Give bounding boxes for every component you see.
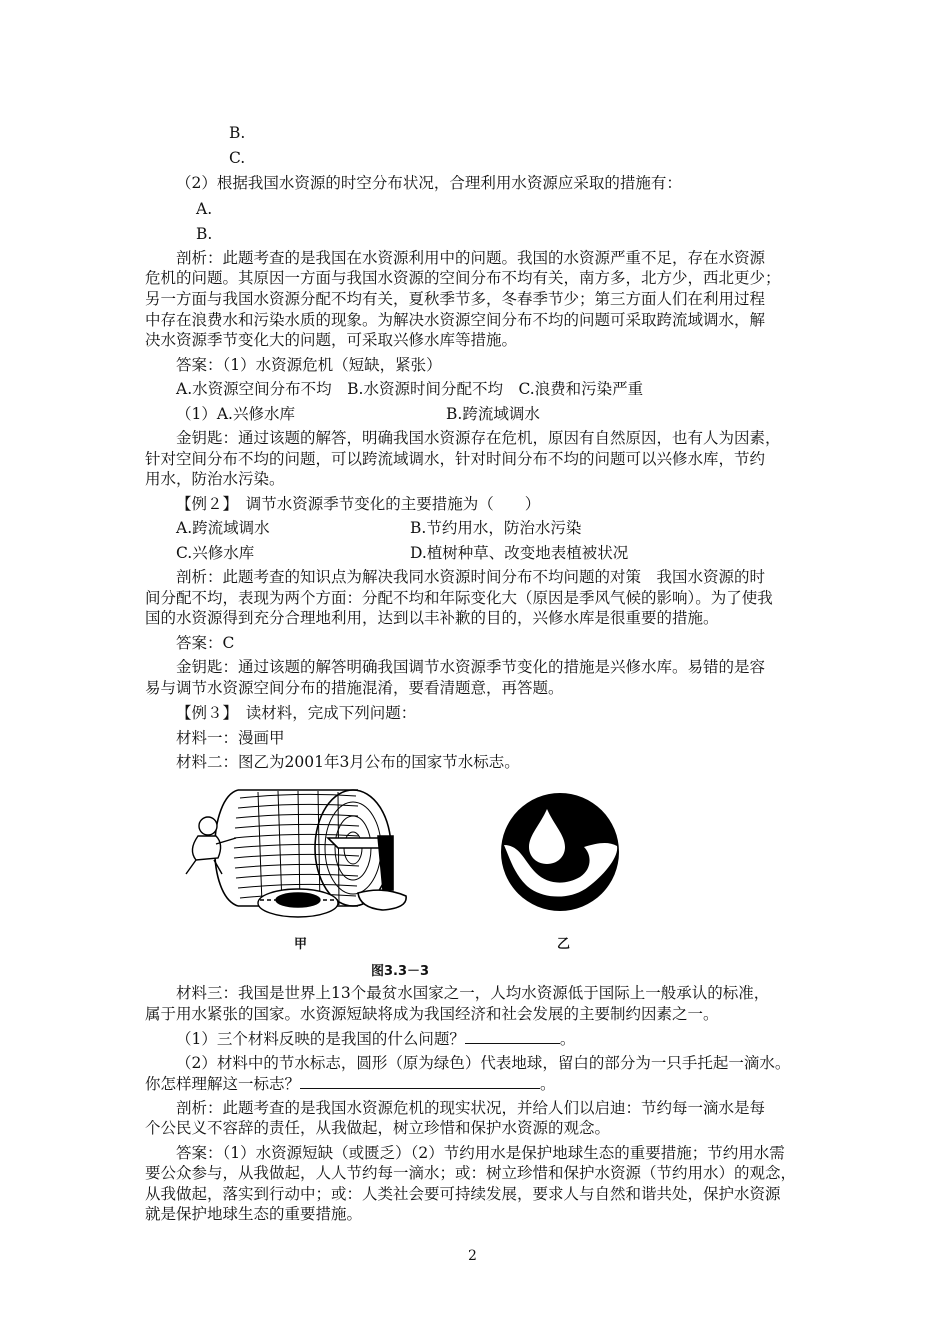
figure-caption: 图3.3－3: [371, 964, 430, 979]
answer-line: 就是保护地球生态的重要措施。: [145, 1205, 363, 1223]
key-point-line: 金钥匙：通过该题的解答明确我国调节水资源季节变化的措施是兴修水库。易错的是容: [176, 658, 766, 676]
page-number: 2: [468, 1248, 477, 1264]
analysis-line: 间分配不均，表现为两个方面：分配不均和年际变化大（原因是季风气候的影响）。为了使我: [145, 589, 773, 607]
key-point-line: 金钥匙：通过该题的解答，明确我国水资源存在危机，原因有自然原因，也有人为因素，: [176, 429, 781, 447]
analysis-line: 决水资源季节变化大的问题，可采取兴修水库等措施。: [145, 331, 518, 349]
question-2-line: [145, 1073, 556, 1094]
analysis-line: 剖析：此题考查的是我国水资源危机的现实状况，并给人们以启迪：节约每一滴水是每: [176, 1099, 766, 1117]
question-2-line: （2）材料中的节水标志，圆形（原为绿色）代表地球，留白的部分为一只手托起一滴水。: [176, 1054, 791, 1072]
period: 。: [540, 1075, 556, 1093]
example-2-question: 【例２】 调节水资源季节变化的主要措施为（ ）: [176, 495, 541, 513]
period: 。: [559, 1030, 576, 1048]
option-b-2: B.: [196, 225, 213, 243]
key-point-line: 针对空间分布不均的问题，可以跨流域调水，针对时间分布不均的问题可以兴修水库，节约: [145, 450, 766, 468]
figure-label-yi: 乙: [557, 937, 571, 952]
analysis-line: 中存在浪费水和污染水质的现象。为解决水资源空间分布不均的问题可采取跨流域调水，解: [145, 311, 766, 329]
answer-line: 答案：C: [176, 634, 235, 652]
cartoon-illustration: [178, 778, 418, 928]
analysis-line: 剖析：此题考查的是我国在水资源利用中的问题。我国的水资源严重不足，存在水资源: [176, 249, 766, 267]
analysis-line: 个公民义不容辞的责任，从我做起，树立珍惜和保护水资源的观念。: [145, 1119, 611, 1137]
material-3: 材料三：我国是世界上13个最贫水国家之一，人均水资源低于国际上一般承认的标准，: [176, 984, 770, 1002]
answer-line: 从我做起，落实到行动中；或：人类社会要可持续发展，要求人与自然和谐共处，保护水资源: [145, 1185, 781, 1203]
material-1: 材料一：漫画甲: [176, 729, 285, 747]
key-point-line: 易与调节水资源空间分布的措施混淆，要看清题意，再答题。: [145, 679, 564, 697]
analysis-line: 危机的问题。其原因一方面与我国水资源的空间分布不均有关，南方多，北方少，西北更少；: [145, 269, 781, 287]
material-3: 属于用水紧张的国家。水资源短缺将成为我国经济和社会发展的主要制约因素之一。: [145, 1005, 719, 1023]
key-point-line: 用水，防治水污染。: [145, 470, 285, 488]
question-text: 你怎样理解这一标志？: [145, 1075, 301, 1093]
choice-d: D.植树种草、改变地表植被状况: [410, 544, 629, 562]
question-text: （1）三个材料反映的是我国的什么问题？: [176, 1030, 465, 1048]
answer-blank[interactable]: [465, 1028, 560, 1044]
answer-line: B.跨流域调水: [446, 405, 540, 423]
choice-a: A.跨流域调水: [176, 519, 270, 537]
answer-blank[interactable]: [300, 1073, 540, 1089]
analysis-line: 剖析：此题考查的知识点为解决我同水资源时间分布不均问题的对策 我国水资源的时: [176, 568, 766, 586]
answer-line: （1）A.兴修水库: [176, 405, 295, 423]
example-3-question: 【例３】 读材料，完成下列问题：: [176, 704, 417, 722]
option-c: C.: [229, 149, 246, 167]
analysis-line: 国的水资源得到充分合理地利用，达到以丰补歉的目的，兴修水库是很重要的措施。: [145, 609, 719, 627]
analysis-line: 另一方面与我国水资源分配不均有关，夏秋季节多，冬春季节少；第三方面人们在利用过程: [145, 290, 766, 308]
choice-c: C.兴修水库: [176, 544, 255, 562]
answer-line: A.水资源空间分布不均 B.水资源时间分配不均 C.浪费和污染严重: [176, 380, 644, 398]
figure-label-jia: 甲: [294, 937, 308, 952]
choice-b: B.节约用水，防治水污染: [410, 519, 582, 537]
question-2: （2）根据我国水资源的时空分布状况，合理利用水资源应采取的措施有：: [176, 174, 682, 192]
option-a: A.: [196, 200, 213, 218]
answer-line: 要公众参与，从我做起，人人节约每一滴水；或：树立珍惜和保护水资源（节约用水）的观念，: [145, 1164, 797, 1182]
option-b: B.: [229, 124, 246, 142]
answer-line: 答案：（1）水资源短缺（或匮乏）（2）节约用水是保护地球生态的重要措施；节约用水需: [176, 1144, 785, 1162]
material-2: 材料二：图乙为2001年3月公布的国家节水标志。: [176, 753, 520, 771]
question-1: [176, 1028, 575, 1049]
answer-line: 答案：（1）水资源危机（短缺，紧张）: [176, 356, 442, 374]
water-saving-logo-icon: [500, 791, 620, 913]
